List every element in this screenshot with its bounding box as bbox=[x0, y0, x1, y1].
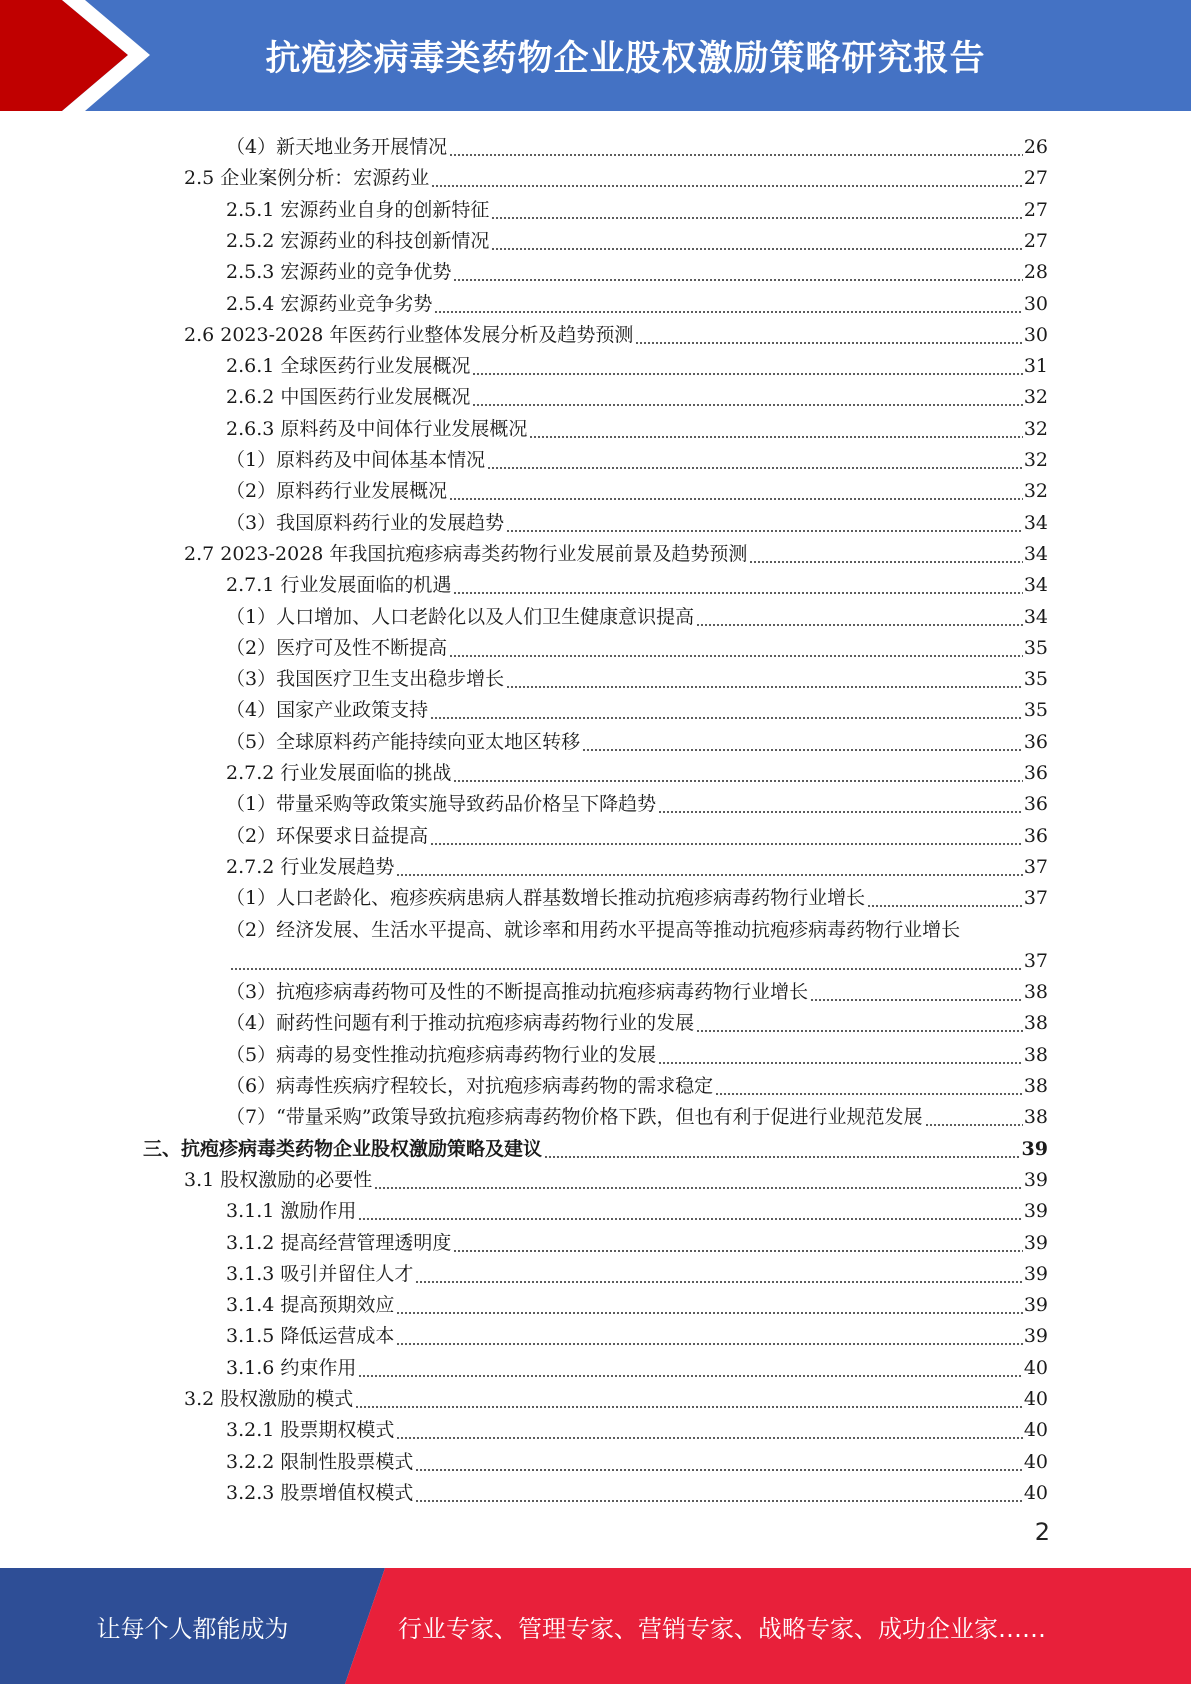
toc-leader-dots bbox=[544, 1139, 1021, 1159]
toc-entry-page: 39 bbox=[1023, 1200, 1048, 1223]
toc-leader-dots bbox=[749, 544, 1022, 564]
toc-entry-title: 3.1.6 约束作用 bbox=[226, 1356, 357, 1379]
toc-entry-page: 27 bbox=[1023, 198, 1048, 221]
toc-entry-title: 3.1.5 降低运营成本 bbox=[226, 1325, 395, 1348]
toc-entry-title: （4）国家产业政策支持 bbox=[226, 699, 429, 722]
toc-entry[interactable] bbox=[226, 629, 1048, 660]
toc-entry-page: 39 bbox=[1023, 1325, 1048, 1348]
toc-leader-dots bbox=[431, 168, 1023, 188]
toc-leader-dots bbox=[396, 1326, 1022, 1346]
toc-leader-dots bbox=[453, 763, 1022, 783]
toc-entry-title: （4）新天地业务开展情况 bbox=[226, 136, 448, 158]
toc-leader-dots bbox=[491, 200, 1022, 220]
toc-entry-page: 40 bbox=[1023, 1356, 1048, 1379]
toc-entry[interactable] bbox=[226, 128, 1048, 159]
toc-entry[interactable] bbox=[184, 1380, 1048, 1411]
toc-entry-continuation[interactable] bbox=[230, 942, 1048, 973]
toc-entry[interactable] bbox=[226, 222, 1048, 253]
toc-entry[interactable] bbox=[226, 691, 1048, 722]
toc-entry[interactable] bbox=[184, 535, 1048, 566]
toc-entry[interactable] bbox=[226, 566, 1048, 597]
toc-leader-dots bbox=[715, 1076, 1023, 1096]
toc-leader-dots bbox=[472, 387, 1022, 407]
toc-entry-page: 38 bbox=[1023, 1043, 1048, 1066]
toc-entry[interactable] bbox=[226, 1004, 1048, 1035]
toc-leader-dots bbox=[415, 1264, 1022, 1284]
toc-entry-title: （4）耐药性问题有利于推动抗疱疹病毒药物行业的发展 bbox=[226, 1012, 695, 1035]
toc-leader-dots bbox=[453, 262, 1022, 282]
toc-leader-dots bbox=[506, 669, 1023, 689]
toc-entry-title: 3.2 股权激励的模式 bbox=[184, 1388, 354, 1410]
toc-leader-dots bbox=[582, 732, 1023, 752]
toc-entry[interactable] bbox=[226, 817, 1048, 848]
toc-entry-page: 36 bbox=[1023, 762, 1048, 784]
toc-entry[interactable] bbox=[226, 285, 1048, 316]
toc-entry[interactable] bbox=[143, 1130, 1048, 1161]
toc-entry[interactable] bbox=[226, 1443, 1048, 1474]
toc-entry-page: 36 bbox=[1023, 793, 1048, 816]
toc-entry-page: 40 bbox=[1023, 1481, 1048, 1504]
toc-entry-title: （5）全球原料药产能持续向亚太地区转移 bbox=[226, 730, 581, 753]
toc-leader-dots bbox=[529, 419, 1022, 439]
toc-leader-dots bbox=[434, 294, 1022, 314]
toc-entry[interactable] bbox=[226, 754, 1048, 785]
toc-leader-dots bbox=[415, 1452, 1022, 1472]
page-header bbox=[0, 0, 1191, 111]
toc-leader-dots bbox=[355, 1389, 1023, 1409]
toc-leader-dots bbox=[230, 951, 1023, 971]
toc-entry-title: （7）“带量采购”政策导致抗疱疹病毒药物价格下跌，但也有利于促进行业规范发展 bbox=[226, 1106, 923, 1129]
toc-leader-dots bbox=[925, 1107, 1023, 1127]
toc-entry-page: 40 bbox=[1023, 1450, 1048, 1473]
toc-entry-title: （2）医疗可及性不断提高 bbox=[226, 636, 448, 659]
toc-entry-page: 35 bbox=[1023, 636, 1048, 659]
toc-entry[interactable] bbox=[226, 378, 1048, 409]
toc-entry[interactable] bbox=[226, 911, 1048, 942]
toc-entry-page: 34 bbox=[1023, 511, 1048, 534]
toc-entry-page: 35 bbox=[1023, 668, 1048, 691]
toc-entry-title: （1）人口增加、人口老龄化以及人们卫生健康意识提高 bbox=[226, 605, 695, 628]
toc-entry[interactable] bbox=[226, 441, 1048, 472]
toc-entry-title: 2.6 2023-2028 年医药行业整体发展分析及趋势预测 bbox=[184, 323, 634, 346]
toc-leader-dots bbox=[449, 137, 1023, 157]
toc-entry[interactable] bbox=[226, 848, 1048, 879]
toc-entry-page: 32 bbox=[1023, 417, 1048, 440]
toc-entry[interactable] bbox=[184, 1161, 1048, 1192]
toc-entry-title: 2.5.2 宏源药业的科技创新情况 bbox=[226, 229, 490, 252]
toc-entry[interactable] bbox=[226, 1255, 1048, 1286]
toc-leader-dots bbox=[430, 700, 1023, 720]
toc-leader-dots bbox=[635, 325, 1022, 345]
toc-entry[interactable] bbox=[226, 1317, 1048, 1348]
toc-entry-page: 30 bbox=[1023, 292, 1048, 315]
toc-entry-page: 28 bbox=[1023, 261, 1048, 284]
toc-entry-page: 34 bbox=[1023, 542, 1048, 565]
toc-entry-page: 37 bbox=[1023, 949, 1048, 972]
toc-entry[interactable] bbox=[226, 598, 1048, 629]
toc-leader-dots bbox=[658, 1045, 1023, 1065]
toc-entry-page: 26 bbox=[1023, 136, 1048, 158]
toc-entry-page: 39 bbox=[1023, 1262, 1048, 1285]
toc-entry[interactable] bbox=[226, 504, 1048, 535]
toc-entry[interactable] bbox=[226, 347, 1048, 378]
toc-leader-dots bbox=[696, 607, 1023, 627]
toc-entry-title: （5）病毒的易变性推动抗疱疹病毒药物行业的发展 bbox=[226, 1043, 657, 1066]
toc-leader-dots bbox=[487, 450, 1023, 470]
toc-entry-title: 三、抗疱疹病毒类药物企业股权激励策略及建议 bbox=[143, 1137, 543, 1160]
toc-entry-page: 31 bbox=[1023, 355, 1048, 378]
toc-entry[interactable] bbox=[226, 1036, 1048, 1067]
toc-entry-title: 2.6.2 中国医药行业发展概况 bbox=[226, 386, 471, 409]
toc-entry[interactable] bbox=[184, 159, 1048, 190]
footer-slogan-left: 让每个人都能成为 bbox=[96, 1614, 289, 1643]
toc-entry[interactable] bbox=[226, 191, 1048, 222]
toc-entry[interactable] bbox=[226, 723, 1048, 754]
toc-entry-page: 39 bbox=[1023, 1294, 1048, 1317]
toc-entry[interactable] bbox=[226, 785, 1048, 816]
toc-entry-title: 2.7.2 行业发展趋势 bbox=[226, 855, 395, 878]
toc-leader-dots bbox=[696, 1013, 1023, 1033]
toc-leader-dots bbox=[415, 1483, 1022, 1503]
toc-entry-page: 30 bbox=[1023, 323, 1048, 346]
toc-entry[interactable] bbox=[226, 410, 1048, 441]
toc-entry-page: 39 bbox=[1023, 1231, 1048, 1254]
toc-leader-dots bbox=[491, 231, 1022, 251]
toc-leader-dots bbox=[810, 982, 1023, 1002]
toc-entry[interactable] bbox=[226, 1349, 1048, 1380]
toc-leader-dots bbox=[374, 1170, 1023, 1190]
toc-leader-dots bbox=[358, 1201, 1022, 1221]
toc-entry-page: 32 bbox=[1023, 480, 1048, 503]
toc-entry[interactable] bbox=[226, 660, 1048, 691]
toc-entry-title: （2）原料药行业发展概况 bbox=[226, 480, 448, 503]
toc-leader-dots bbox=[658, 794, 1023, 814]
toc-entry[interactable] bbox=[226, 879, 1048, 910]
toc-entry-title: 2.7.1 行业发展面临的机遇 bbox=[226, 574, 452, 597]
toc-entry-page: 27 bbox=[1023, 167, 1048, 190]
toc-entry[interactable] bbox=[226, 1411, 1048, 1442]
toc-entry-page: 37 bbox=[1023, 887, 1048, 910]
toc-entry-page: 38 bbox=[1023, 1075, 1048, 1097]
toc-entry-title: 2.5.1 宏源药业自身的创新特征 bbox=[226, 198, 490, 221]
toc-entry-page: 36 bbox=[1023, 824, 1048, 847]
toc-entry-title: 3.1.3 吸引并留住人才 bbox=[226, 1262, 414, 1285]
toc-entry-title: 2.5.3 宏源药业的竞争优势 bbox=[226, 261, 452, 284]
toc-leader-dots bbox=[449, 481, 1023, 501]
toc-entry[interactable] bbox=[226, 1474, 1048, 1505]
toc-entry-title: （2）经济发展、生活水平提高、就诊率和用药水平提高等推动抗疱疹病毒药物行业增长 bbox=[226, 918, 961, 941]
toc-leader-dots bbox=[449, 638, 1023, 658]
toc-leader-dots bbox=[453, 575, 1022, 595]
toc-entry[interactable] bbox=[226, 253, 1048, 284]
toc-entry-page: 36 bbox=[1023, 730, 1048, 753]
toc-leader-dots bbox=[396, 1295, 1022, 1315]
toc-entry-title: （3）我国医疗卫生支出稳步增长 bbox=[226, 668, 505, 691]
toc-leader-dots bbox=[396, 857, 1022, 877]
toc-leader-dots bbox=[472, 356, 1022, 376]
footer-slogan-right: 行业专家、管理专家、营销专家、战略专家、成功企业家…… bbox=[398, 1614, 1046, 1643]
toc-entry-page: 38 bbox=[1023, 981, 1048, 1004]
toc-leader-dots bbox=[506, 513, 1023, 533]
toc-entry-title: 2.5.4 宏源药业竞争劣势 bbox=[226, 292, 433, 315]
toc-entry-title: （3）我国原料药行业的发展趋势 bbox=[226, 511, 505, 534]
toc-leader-dots bbox=[867, 888, 1023, 908]
toc-entry-page: 37 bbox=[1023, 855, 1048, 878]
toc-entry-title: 2.6.1 全球医药行业发展概况 bbox=[226, 355, 471, 378]
toc-entry[interactable] bbox=[226, 1224, 1048, 1255]
toc-entry-page: 32 bbox=[1023, 449, 1048, 471]
toc-entry-page: 35 bbox=[1023, 699, 1048, 722]
document-title: 抗疱疹病毒类药物企业股权激励策略研究报告 bbox=[265, 38, 986, 79]
toc-entry[interactable] bbox=[226, 1192, 1048, 1223]
toc-entry-page: 34 bbox=[1023, 605, 1048, 628]
toc-entry-title: 2.7 2023-2028 年我国抗疱疹病毒类药物行业发展前景及趋势预测 bbox=[184, 542, 748, 565]
toc-entry-page: 40 bbox=[1023, 1388, 1048, 1410]
toc-entry-title: 2.7.2 行业发展面临的挑战 bbox=[226, 762, 452, 784]
toc-entry[interactable] bbox=[226, 1067, 1048, 1098]
toc-entry-page: 38 bbox=[1023, 1106, 1048, 1129]
toc-entry-page: 27 bbox=[1023, 229, 1048, 252]
toc-entry-title: 2.5 企业案例分析：宏源药业 bbox=[184, 167, 430, 190]
toc-entry-page: 32 bbox=[1023, 386, 1048, 409]
toc-leader-dots bbox=[430, 826, 1023, 846]
toc-entry-page: 39 bbox=[1021, 1137, 1048, 1160]
toc-leader-dots bbox=[453, 1233, 1022, 1253]
toc-entry-page: 38 bbox=[1023, 1012, 1048, 1035]
toc-entry-title: （1）原料药及中间体基本情况 bbox=[226, 449, 486, 471]
toc-entry-title: （1）人口老龄化、疱疹疾病患病人群基数增长推动抗疱疹病毒药物行业增长 bbox=[226, 887, 866, 910]
toc-entry-page: 40 bbox=[1023, 1419, 1048, 1442]
toc-entry[interactable] bbox=[184, 316, 1048, 347]
toc-entry[interactable] bbox=[226, 1286, 1048, 1317]
toc-entry-title: 3.2.1 股票期权模式 bbox=[226, 1419, 395, 1442]
page-footer bbox=[0, 1568, 1191, 1684]
toc-entry-title: 3.1.1 激励作用 bbox=[226, 1200, 357, 1223]
toc-entry-title: 3.1.4 提高预期效应 bbox=[226, 1294, 395, 1317]
toc-entry-title: （2）环保要求日益提高 bbox=[226, 824, 429, 847]
toc-entry[interactable] bbox=[226, 973, 1048, 1004]
toc-entry-title: （1）带量采购等政策实施导致药品价格呈下降趋势 bbox=[226, 793, 657, 816]
toc-entry-title: 2.6.3 原料药及中间体行业发展概况 bbox=[226, 417, 528, 440]
toc-entry-title: 3.2.2 限制性股票模式 bbox=[226, 1450, 414, 1473]
toc-entry-title: 3.1 股权激励的必要性 bbox=[184, 1168, 373, 1191]
toc-entry-title: （6）病毒性疾病疗程较长，对抗疱疹病毒药物的需求稳定 bbox=[226, 1075, 714, 1097]
toc-entry-page: 34 bbox=[1023, 574, 1048, 597]
toc-entry[interactable] bbox=[226, 472, 1048, 503]
toc-entry-title: （3）抗疱疹病毒药物可及性的不断提高推动抗疱疹病毒药物行业增长 bbox=[226, 981, 809, 1004]
toc-leader-dots bbox=[358, 1358, 1022, 1378]
toc-entry-title: 3.2.3 股票增值权模式 bbox=[226, 1481, 414, 1504]
toc-entry[interactable] bbox=[226, 1098, 1048, 1129]
page-number: 2 bbox=[1034, 1518, 1050, 1546]
toc-leader-dots bbox=[396, 1420, 1022, 1440]
toc-entry-page: 39 bbox=[1023, 1168, 1048, 1191]
toc-entry-title: 3.1.2 提高经营管理透明度 bbox=[226, 1231, 452, 1254]
